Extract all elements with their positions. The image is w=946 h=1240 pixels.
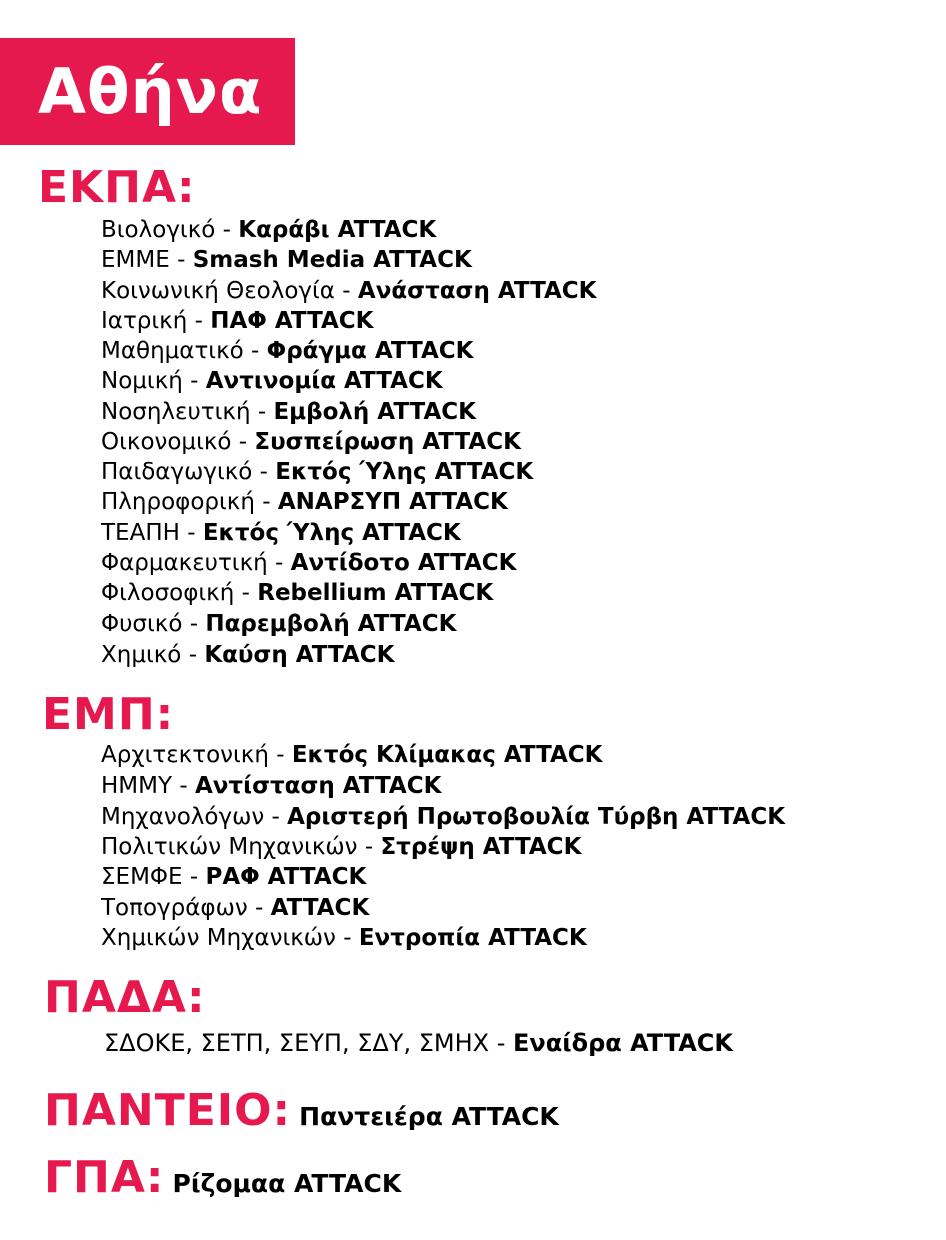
list-item xyxy=(101,276,596,306)
club-name: Εναίδρα ATTACK xyxy=(513,1029,734,1057)
club-name: ΡΑΦ ATTACK xyxy=(205,864,367,890)
school-name: ΤΕΑΠΗ - xyxy=(101,520,203,546)
school-name: Φιλοσοφική - xyxy=(101,580,258,606)
club-name: Φράγμα ATTACK xyxy=(266,338,474,364)
section-heading-emp: ΕΜΠ: xyxy=(42,689,175,740)
club-name: Παρεμβολή ATTACK xyxy=(205,611,457,637)
club-name: Αριστερή Πρωτοβουλία Τύρβη ATTACK xyxy=(287,804,786,830)
school-name: ΕΜΜΕ - xyxy=(101,247,193,273)
school-name: Νοσηλευτική - xyxy=(101,399,274,425)
club-name: Εκτός Ύλης ATTACK xyxy=(202,520,461,546)
list-item xyxy=(101,397,476,427)
club-name: Καράβι ATTACK xyxy=(238,217,437,243)
club-name: ΑΝΑΡΣΥΠ ATTACK xyxy=(277,489,508,515)
section-heading-gpa: ΓΠΑ: xyxy=(44,1152,165,1203)
club-name: Αντίσταση ATTACK xyxy=(194,773,442,799)
school-name: Πληροφορική - xyxy=(101,489,278,515)
club-name: Εμβολή ATTACK xyxy=(273,399,476,425)
gpa-row xyxy=(44,1153,401,1203)
club-name: Στρέψη ATTACK xyxy=(380,834,582,860)
list-item xyxy=(101,609,456,639)
club-name: Αντίδοτο ATTACK xyxy=(290,550,517,576)
school-name: ΗΜΜΥ - xyxy=(101,773,195,799)
list-item xyxy=(101,640,394,670)
section-heading-ekpa: ΕΚΠΑ: xyxy=(38,162,196,213)
club-name: ATTACK xyxy=(270,895,370,921)
club-name: Ανάσταση ATTACK xyxy=(357,278,597,304)
school-name: Φυσικό - xyxy=(101,611,206,637)
school-name: Φαρμακευτική - xyxy=(101,550,291,576)
list-item xyxy=(101,893,369,923)
section-heading-panteio: ΠΑΝΤΕΙΟ: xyxy=(44,1085,292,1136)
list-item xyxy=(101,306,373,336)
school-name: ΣΕΜΦΕ - xyxy=(101,864,206,890)
list-item xyxy=(101,771,441,801)
list-item xyxy=(101,457,533,487)
club-name: Ρίζομαα ATTACK xyxy=(172,1169,402,1198)
list-item xyxy=(101,802,785,832)
school-name: Χημικών Μηχανικών - xyxy=(101,925,359,951)
list-item xyxy=(101,427,521,457)
club-name: Smash Media ATTACK xyxy=(192,247,472,273)
list-item xyxy=(101,245,472,275)
list-item xyxy=(101,366,443,396)
school-name: ΣΔΟΚΕ, ΣΕΤΠ, ΣΕΥΠ, ΣΔΥ, ΣΜΗΧ - xyxy=(104,1029,513,1057)
school-name: Χημικό - xyxy=(101,642,205,668)
school-name: Νομική - xyxy=(101,368,206,394)
list-item xyxy=(101,740,603,770)
list-item xyxy=(101,548,516,578)
club-name: Αντινομία ATTACK xyxy=(205,368,443,394)
list-item xyxy=(101,215,436,245)
club-name: Εκτός Ύλης ATTACK xyxy=(275,459,534,485)
list-item xyxy=(101,832,581,862)
list-item xyxy=(101,487,508,517)
panteio-row xyxy=(44,1086,559,1136)
school-name: Μαθηματικό - xyxy=(101,338,267,364)
list-item xyxy=(101,578,493,608)
list-item xyxy=(101,862,366,892)
page-title: Αθήνα xyxy=(38,55,263,128)
list-item xyxy=(104,1028,733,1058)
list-item xyxy=(101,518,461,548)
school-name: Ιατρική - xyxy=(101,308,211,334)
section-heading-pada: ΠΑΔΑ: xyxy=(44,972,206,1023)
club-name: Εκτός Κλίμακας ATTACK xyxy=(291,742,603,768)
school-name: Πολιτικών Μηχανικών - xyxy=(101,834,381,860)
club-name: Rebellium ATTACK xyxy=(257,580,494,606)
school-name: Μηχανολόγων - xyxy=(101,804,288,830)
club-name: Καύση ATTACK xyxy=(204,642,395,668)
club-name: ΠΑΦ ATTACK xyxy=(210,308,374,334)
school-name: Βιολογικό - xyxy=(101,217,239,243)
club-name: Εντροπία ATTACK xyxy=(358,925,587,951)
list-item xyxy=(101,923,587,953)
school-name: Κοινωνική Θεολογία - xyxy=(101,278,358,304)
school-name: Οικονομικό - xyxy=(101,429,255,455)
club-name: Παντειέρα ATTACK xyxy=(299,1102,559,1131)
school-name: Αρχιτεκτονική - xyxy=(101,742,292,768)
school-name: Τοπογράφων - xyxy=(101,895,271,921)
school-name: Παιδαγωγικό - xyxy=(101,459,276,485)
list-item xyxy=(101,336,474,366)
club-name: Συσπείρωση ATTACK xyxy=(254,429,521,455)
